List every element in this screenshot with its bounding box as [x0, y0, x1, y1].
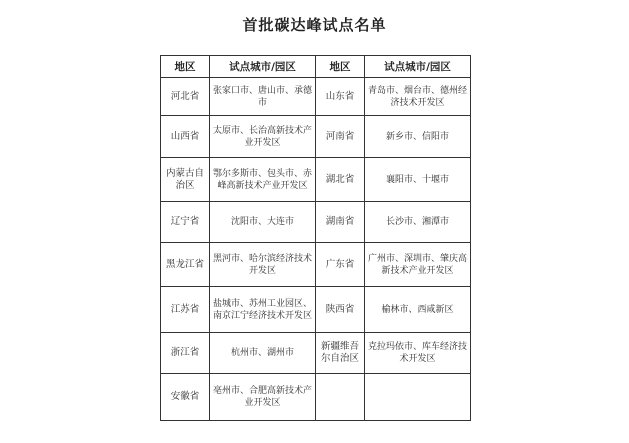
- cities-cell: 张家口市、唐山市、承德市: [210, 78, 316, 116]
- table-row: [161, 116, 471, 158]
- cities-cell-empty: [365, 374, 471, 421]
- region-cell: 山东省: [316, 78, 365, 116]
- cities-cell: 长沙市、湘潭市: [365, 202, 471, 243]
- region-cell: 陕西省: [316, 287, 365, 333]
- region-cell: 内蒙古自治区: [161, 158, 210, 202]
- table-row: [161, 374, 471, 421]
- region-cell: 黑龙江省: [161, 243, 210, 287]
- region-cell-empty: [316, 374, 365, 421]
- cities-cell: 盐城市、苏州工业园区、南京江宁经济技术开发区: [210, 287, 316, 333]
- pilot-list-table: [160, 55, 471, 421]
- cities-cell: 亳州市、合肥高新技术产业开发区: [210, 374, 316, 421]
- region-cell: 安徽省: [161, 374, 210, 421]
- region-cell: 湖南省: [316, 202, 365, 243]
- table-row: [161, 78, 471, 116]
- table-row: [161, 243, 471, 287]
- cities-cell: 广州市、深圳市、肇庆高新技术产业开发区: [365, 243, 471, 287]
- cities-cell: 襄阳市、十堰市: [365, 158, 471, 202]
- region-cell: 江苏省: [161, 287, 210, 333]
- region-cell: 辽宁省: [161, 202, 210, 243]
- region-cell: 湖北省: [316, 158, 365, 202]
- region-cell: 河南省: [316, 116, 365, 158]
- header-region-right: 地区: [316, 56, 365, 78]
- cities-cell: 榆林市、西咸新区: [365, 287, 471, 333]
- header-cities-right: 试点城市/园区: [365, 56, 471, 78]
- region-cell: 河北省: [161, 78, 210, 116]
- header-region-left: 地区: [161, 56, 210, 78]
- cities-cell: 太原市、长治高新技术产业开发区: [210, 116, 316, 158]
- cities-cell: 杭州市、湖州市: [210, 333, 316, 374]
- region-cell: 广东省: [316, 243, 365, 287]
- cities-cell: 鄂尔多斯市、包头市、赤峰高新技术产业开发区: [210, 158, 316, 202]
- cities-cell: 青岛市、烟台市、德州经济技术开发区: [365, 78, 471, 116]
- region-cell: 浙江省: [161, 333, 210, 374]
- table-row: [161, 202, 471, 243]
- header-cities-left: 试点城市/园区: [210, 56, 316, 78]
- document-title: 首批碳达峰试点名单: [242, 16, 387, 34]
- region-cell: 新疆维吾尔自治区: [316, 333, 365, 374]
- region-cell: 山西省: [161, 116, 210, 158]
- table-row: [161, 158, 471, 202]
- cities-cell: 沈阳市、大连市: [210, 202, 316, 243]
- cities-cell: 克拉玛依市、库车经济技术开发区: [365, 333, 471, 374]
- table-row: [161, 287, 471, 333]
- cities-cell: 新乡市、信阳市: [365, 116, 471, 158]
- table-header-row: [161, 56, 471, 78]
- cities-cell: 黑河市、哈尔滨经济技术开发区: [210, 243, 316, 287]
- table-row: [161, 333, 471, 374]
